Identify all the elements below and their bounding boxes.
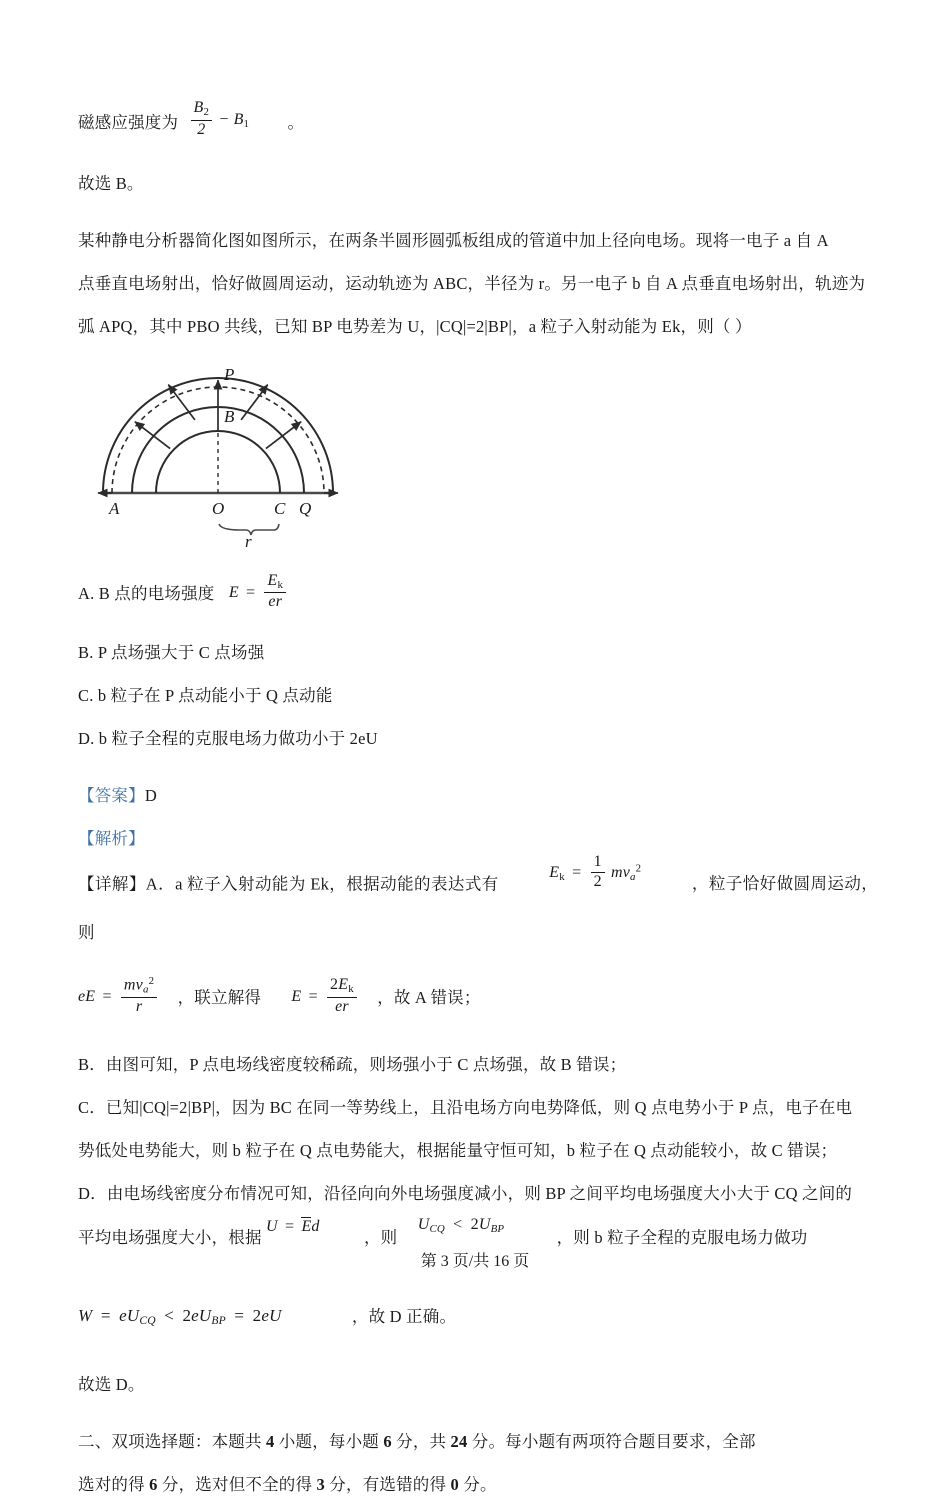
- option-b-key: B.: [78, 642, 94, 662]
- page-content: [78, 0, 878, 1506]
- label-b: B: [224, 407, 235, 427]
- fraction-one-half: $\frac{1}{2}$: [591, 854, 605, 891]
- wrong-credit-points: 0: [450, 1474, 459, 1494]
- fraction-denominator: er: [335, 997, 349, 1015]
- partial-credit-points: 3: [316, 1474, 325, 1494]
- page-footer: 第 3 页/共 16 页: [420, 1253, 530, 1270]
- formula-ee-equals-mv2-over-r: eE = $\frac{mv_a^2}{r}$: [78, 975, 159, 1018]
- gap: [78, 205, 878, 219]
- analysis-item-d-line3: [78, 1277, 878, 1341]
- analysis-item-a-text2: ，粒子恰好做圆周运动，则: [78, 874, 879, 943]
- fraction-denominator: r: [135, 998, 143, 1016]
- fraction-2ek-over-er: [327, 977, 357, 1015]
- section-two-line1: 二、双项选择题：本题共 4 小题，每小题 6 分，共 24 分。每小题有两项符合题目要求，全部: [78, 1431, 756, 1451]
- analysis-item-d-text3: ，则 b 粒子全程的克服电场力做功: [556, 1227, 808, 1247]
- gap: [78, 617, 878, 631]
- gap: [78, 148, 878, 162]
- option-c[interactable]: [78, 674, 878, 717]
- analysis-item-a-text1: A．a 粒子入射动能为 Ek，根据动能的表达式有: [145, 874, 499, 894]
- fraction-numerator: $B_2$: [191, 100, 213, 120]
- question-stem-line-2: 点垂直电场射出，恰好做圆周运动，运动轨迹为 ABC，半径为 r。另一电子 b 自 A 点垂直电场射出，轨迹为: [78, 274, 866, 294]
- option-c-text: b 粒子在 P 点动能小于 Q 点动能: [97, 685, 333, 705]
- formula-ek-definition: $E_k$ = $\frac{1}{2}$ $mv_a^2$: [549, 853, 642, 891]
- analysis-item-d-text4: ，故 D 正确。: [351, 1306, 457, 1326]
- question-stem-line-3: 弧 APQ，其中 PBO 共线，已知 BP 电势差为 U，|CQ|=2|BP|，a 粒子入射动能为 Ek，则（ ）: [78, 317, 752, 337]
- option-d-key: D.: [78, 728, 95, 748]
- analysis-item-d-text1: 平均电场强度大小，根据: [78, 1227, 262, 1247]
- figure-svg: [88, 352, 388, 552]
- option-b[interactable]: [78, 631, 878, 674]
- fraction-b2-over-2: [191, 100, 213, 138]
- fraction-denominator: 2: [197, 120, 206, 138]
- analysis-item-a-text3: ，联立解得: [177, 988, 262, 1008]
- magnetic-induction-label: 磁感应强度为: [78, 112, 179, 132]
- section-two-count: 4: [266, 1431, 275, 1451]
- analysis-label: 【解析】: [78, 828, 145, 848]
- fraction-numerator: $mv_a^2$: [121, 976, 157, 998]
- gap: [78, 542, 878, 572]
- section-two-line2: 选对的得 6 分，选对但不全的得 3 分，有选错的得 0 分。: [78, 1474, 497, 1494]
- period-suffix: 。: [287, 112, 305, 132]
- analysis-item-a-line2: [78, 976, 878, 1021]
- label-p: P: [224, 365, 235, 385]
- label-r: r: [245, 532, 252, 552]
- analysis-item-b: B．由图可知，P 点电场线密度较稀疏，则场强小于 C 点场强，故 B 错误；: [78, 1054, 627, 1074]
- electrostatic-analyzer-figure: [88, 352, 388, 552]
- section-two-total: 24: [450, 1431, 468, 1451]
- formula-e-equals-2ek-over-er: E = $\frac{2E_k}{er}$: [291, 975, 358, 1018]
- fraction-ek-over-er: [264, 573, 286, 611]
- answer-value: D: [144, 785, 157, 805]
- ek-symbol: $E_k$: [549, 864, 565, 884]
- option-a[interactable]: [78, 572, 878, 617]
- full-credit-points: 6: [149, 1474, 158, 1494]
- gap: [78, 1021, 878, 1043]
- option-a-text: B 点的电场强度: [98, 584, 215, 604]
- minus-term: $B_1$: [233, 111, 250, 131]
- formula-u-equals-ebar-d: U = Ed: [266, 1218, 320, 1236]
- fraction-numerator: $2E_k$: [327, 977, 357, 997]
- formula-ucq-less-2ubp: $U_{CQ} < 2U_{BP}$: [417, 1215, 505, 1235]
- option-a-key: A.: [78, 584, 95, 604]
- answer-label: 【答案】: [78, 785, 145, 805]
- label-q: Q: [299, 499, 312, 519]
- answer-row: [78, 774, 878, 817]
- option-b-text: P 点场强大于 C 点场强: [97, 642, 265, 662]
- equals-sign: =: [246, 583, 256, 601]
- section-two-points-each: 6: [383, 1431, 392, 1451]
- label-a: A: [109, 499, 120, 519]
- top-spacer: [78, 0, 878, 100]
- analysis-item-c-line2: 势低处电势能大，则 b 粒子在 Q 点电势能大，根据能量守恒可知，b 粒子在 Q 点动能较小，故 C 错误；: [78, 1140, 838, 1160]
- detail-label: 【详解】: [78, 874, 146, 894]
- previous-answer-line: [78, 100, 878, 148]
- gap: [78, 954, 878, 976]
- gap: [78, 1341, 878, 1363]
- gap: [78, 1406, 878, 1420]
- previous-choice-line: 故选 B。: [78, 174, 144, 194]
- gap: [78, 760, 878, 774]
- question-number-and-text: 某种静电分析器简化图如图所示，在两条半圆形圆弧板组成的管道中加上径向电场。现将一电子 a 自 A: [78, 231, 829, 251]
- analysis-conclusion: 故选 D。: [78, 1374, 145, 1394]
- label-o: O: [212, 499, 225, 519]
- question-stem-line-1: [78, 219, 878, 262]
- fraction-numerator: $E_k$: [264, 573, 286, 593]
- formula-work-inequality: $W = eU_{CQ} < 2eU_{BP} = 2eU$: [78, 1305, 282, 1327]
- analysis-item-c-line1: C．已知|CQ|=2|BP|，因为 BC 在同一等势线上，且沿电场方向电势降低，则 Q 点电势小于 P 点，电子在电: [78, 1097, 853, 1117]
- option-d[interactable]: [78, 717, 878, 760]
- analysis-item-d-text2: ，则: [363, 1227, 398, 1247]
- mv-term: $mv_a^2$: [610, 862, 642, 884]
- option-a-formula: E = $\frac{E_k}{er}$: [229, 571, 288, 614]
- analysis-label-row: [78, 817, 878, 860]
- analysis-item-a-text4: ，故 A 错误；: [377, 988, 481, 1008]
- analysis-item-d-line1: D．由电场线密度分布情况可知，沿径向向外电场强度减小，则 BP 之间平均电场强度大小大于 CQ 之间的: [78, 1183, 853, 1203]
- magnetic-induction-formula: [189, 98, 250, 146]
- option-d-text: b 粒子全程的克服电场力做功小于 2eU: [98, 728, 378, 748]
- fraction-denominator: er: [268, 593, 283, 611]
- option-c-key: C.: [78, 685, 94, 705]
- minus-sign: −: [218, 111, 230, 128]
- label-c: C: [274, 499, 286, 519]
- fraction-mv2-over-r: [121, 976, 157, 1016]
- analysis-item-a-line1: [78, 853, 879, 954]
